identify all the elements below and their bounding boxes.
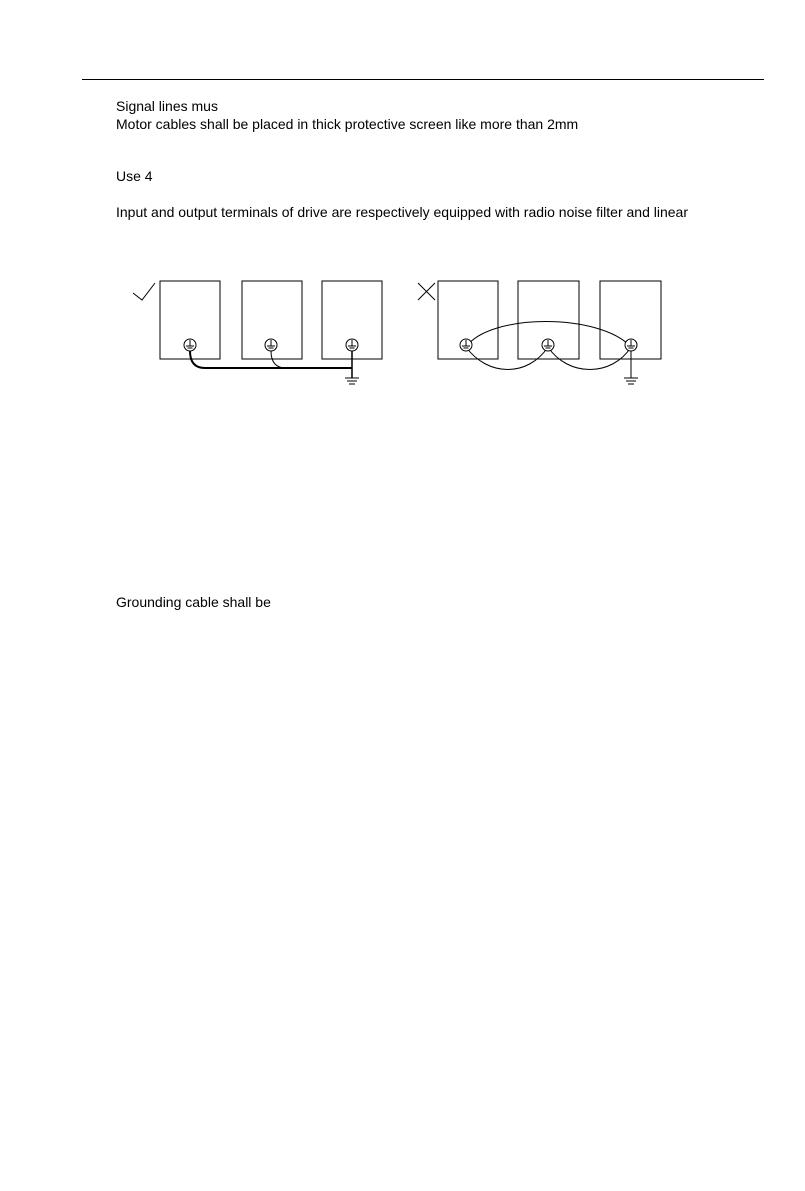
paragraph-use: Use 4: [116, 168, 153, 184]
ground-symbol-icon: [345, 378, 359, 384]
correct-grounding-group: [133, 281, 382, 384]
earth-terminal-icon: [542, 339, 554, 351]
paragraph-input-output: Input and output terminals of drive are respectively equipped with radio noise filter and linear: [116, 204, 688, 220]
earth-terminal-icon: [346, 339, 358, 351]
ground-symbol-icon: [624, 378, 638, 384]
earth-terminal-icon: [625, 339, 637, 351]
paragraph-grounding-cable: Grounding cable shall be: [116, 594, 271, 610]
earth-terminal-icon: [184, 339, 196, 351]
header-rule: [82, 79, 764, 80]
paragraph-motor-cables: Motor cables shall be placed in thick protective screen like more than 2mm: [116, 116, 579, 132]
earth-terminal-icon: [265, 339, 277, 351]
check-icon: [133, 283, 155, 300]
incorrect-grounding-group: [418, 281, 661, 384]
earth-terminal-icon: [460, 339, 472, 351]
cross-icon: [418, 283, 435, 300]
paragraph-signal-lines: Signal lines mus: [116, 98, 218, 114]
grounding-diagram: [125, 275, 670, 395]
